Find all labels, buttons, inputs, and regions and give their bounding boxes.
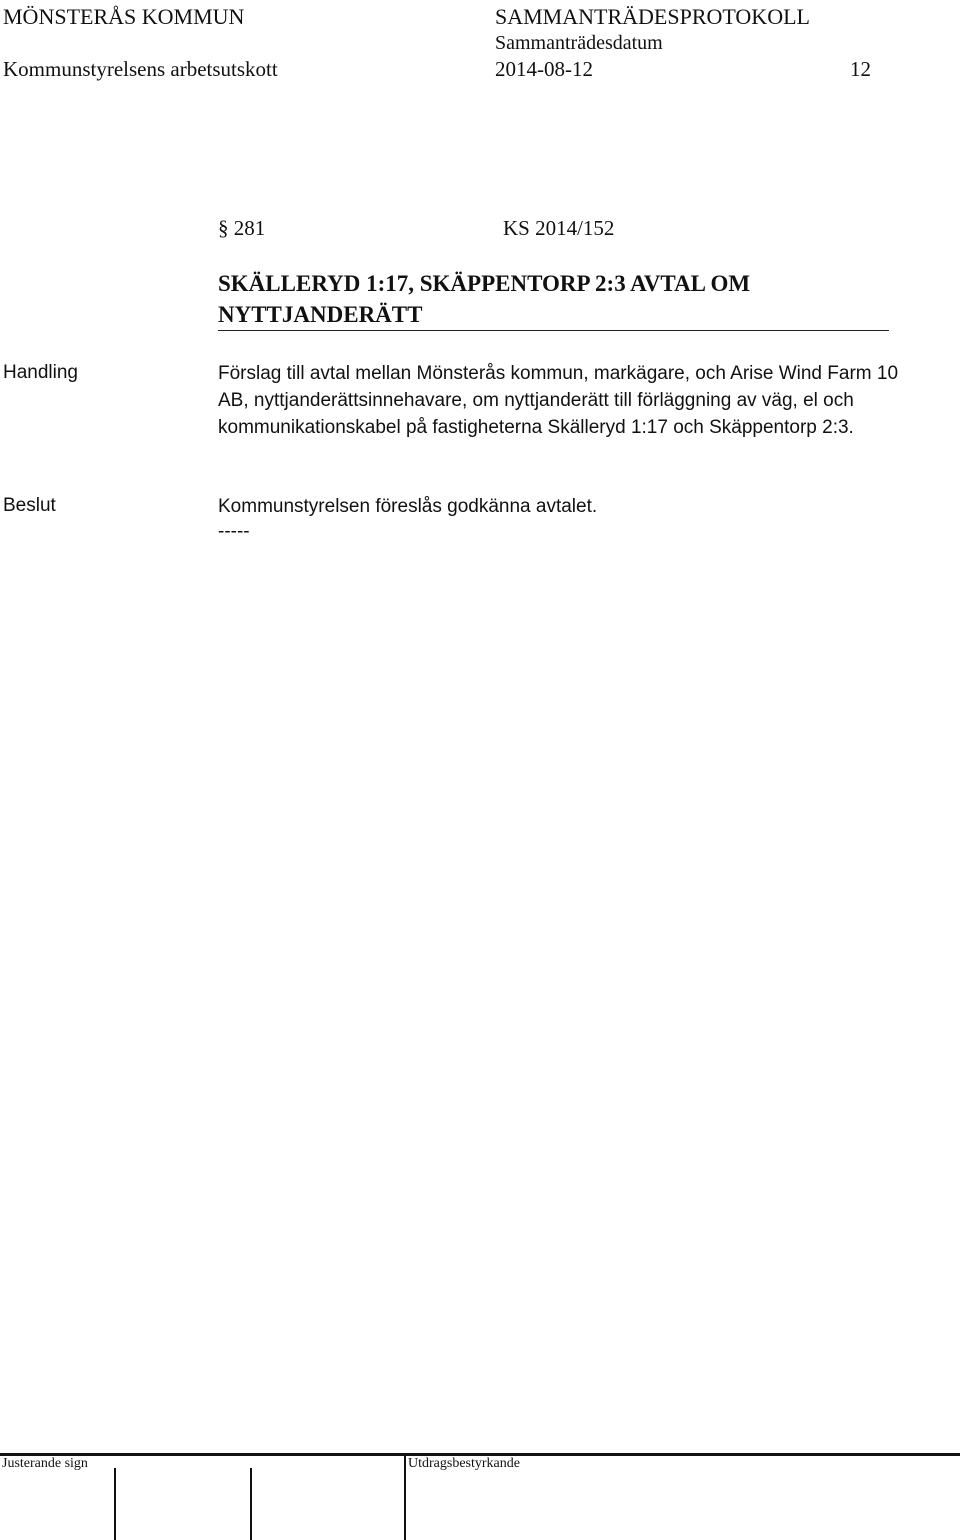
- section-title: SKÄLLERYD 1:17, SKÄPPENTORP 2:3 AVTAL OM NYTTJANDERÄTT: [218, 271, 751, 327]
- document-type: SAMMANTRÄDESPROTOKOLL: [495, 4, 810, 29]
- signature-box-divider: [250, 1468, 252, 1540]
- page-number: 12: [850, 57, 871, 81]
- meeting-date: 2014-08-12: [495, 57, 593, 81]
- end-marker: -----: [218, 521, 250, 542]
- beslut-text: Kommunstyrelsen föreslås godkänna avtalet.: [218, 496, 598, 517]
- committee-name: Kommunstyrelsens arbetsutskott: [3, 57, 278, 81]
- beslut-label: Beslut: [3, 495, 56, 516]
- handling-label: Handling: [3, 362, 78, 383]
- signature-box-divider: [404, 1455, 406, 1540]
- date-label: Sammanträdesdatum: [495, 32, 663, 54]
- utdragsbestyrkande-label: Utdragsbestyrkande: [408, 1456, 520, 1471]
- title-underline: [218, 330, 889, 331]
- paragraph-number: § 281: [218, 216, 266, 240]
- signature-box-divider: [114, 1468, 116, 1540]
- organization-name: MÖNSTERÅS KOMMUN: [3, 4, 245, 29]
- justerande-sign-label: Justerande sign: [2, 1456, 88, 1471]
- case-number: KS 2014/152: [503, 216, 615, 240]
- handling-text: Förslag till avtal mellan Mönsterås kommun, markägare, och Arise Wind Farm 10 AB, nyttjanderättsinnehavare, om nyttjanderätt till förläggning av väg, el och kommunikationskabel på fastigheterna Skälleryd 1:17 och Skäppentorp 2:3.: [218, 363, 899, 438]
